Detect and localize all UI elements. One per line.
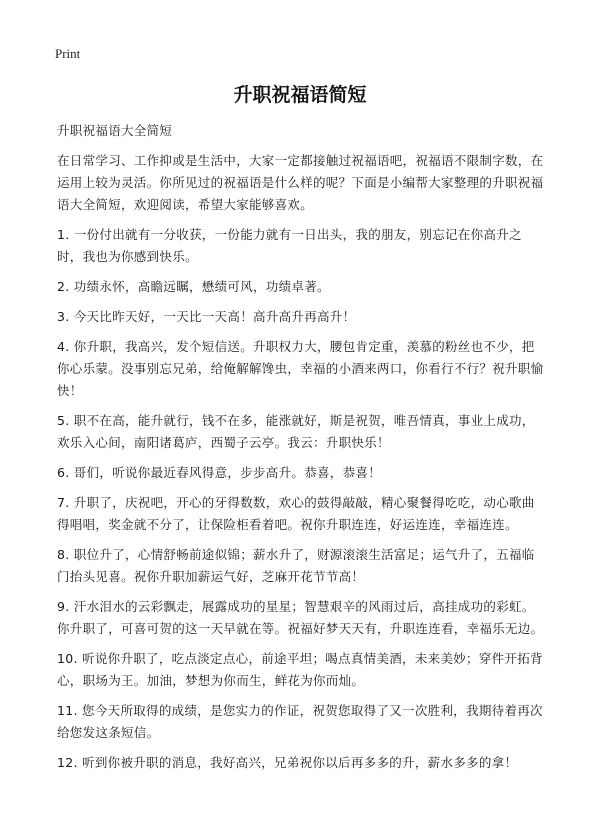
list-item: 9. 汗水泪水的云彩飘走，展露成功的星星；智慧艰辛的风雨过后，高挂成功的彩虹。你升职了，可喜可贺的这一天早就在等。祝福好梦天天有，升职连连看，幸福乐无边。 [57, 599, 544, 636]
article-body [57, 120, 547, 782]
list-item: 10. 听说你升职了，吃点淡定点心，前途平坦；喝点真情美酒，未来美妙；穿件开拓背心，职场为王。加油，梦想为你而生，鲜花为你而灿。 [57, 651, 543, 688]
list-item: 1. 一份付出就有一分收获，一份能力就有一日出头，我的朋友，别忘记在你高升之时，我也为你感到快乐。 [57, 227, 522, 264]
list-item: 11. 您今天所取得的成绩，是您实力的作证，祝贺您取得了又一次胜利，我期待着再次给您发这条短信。 [57, 703, 543, 740]
list-item: 3. 今天比昨天好，一天比一天高！高升高升再高升！ [57, 309, 356, 324]
article-subtitle: 升职祝福语大全简短 [57, 123, 173, 138]
list-item: 4. 你升职，我高兴，发个短信送。升职权力大，腰包肯定重，羡慕的粉丝也不少，把你心乐蒙。没事别忘兄弟，给俺解解馋虫，幸福的小酒来两口，你看行不行？祝升职愉快！ [57, 339, 544, 398]
list-item: 6. 哥们，听说你最近春风得意，步步高升。恭喜，恭喜！ [57, 465, 382, 480]
list-item: 2. 功绩永怀，高瞻远瞩，懋绩可风，功绩卓著。 [57, 279, 330, 294]
list-item: 8. 职位升了，心情舒畅前途似锦；薪水升了，财源滚滚生活富足；运气升了，五福临门抬头见喜。祝你升职加薪运气好，芝麻开花节节高！ [57, 547, 535, 584]
intro-paragraph: 在日常学习、工作抑或是生活中，大家一定都接触过祝福语吧，祝福语不限制字数，在运用上较为灵活。你所见过的祝福语是什么样的呢？下面是小编帮大家整理的升职祝福语大全简短，欢迎阅读，希望大家能够喜欢。 [57, 153, 544, 212]
list-item: 5. 职不在高，能升就行，钱不在多，能涨就好，斯是祝贺，唯吾情真，事业上成功，欢乐入心间，南阳诸葛庐，西蜀子云亭。我云：升职快乐！ [57, 413, 535, 450]
list-item: 7. 升职了，庆祝吧，开心的牙得数数，欢心的鼓得敲敲，精心聚餐得吃吃，动心歌曲得唱唱，奖金就不分了，让保险柜看着吧。祝你升职连连，好运连连，幸福连连。 [57, 495, 535, 532]
list-item: 12. 听到你被升职的消息，我好高兴，兄弟祝你以后再多多的升，薪水多多的拿！ [57, 755, 518, 770]
print-link[interactable]: Print [55, 46, 81, 61]
page-title: 升职祝福语简短 [233, 84, 367, 106]
